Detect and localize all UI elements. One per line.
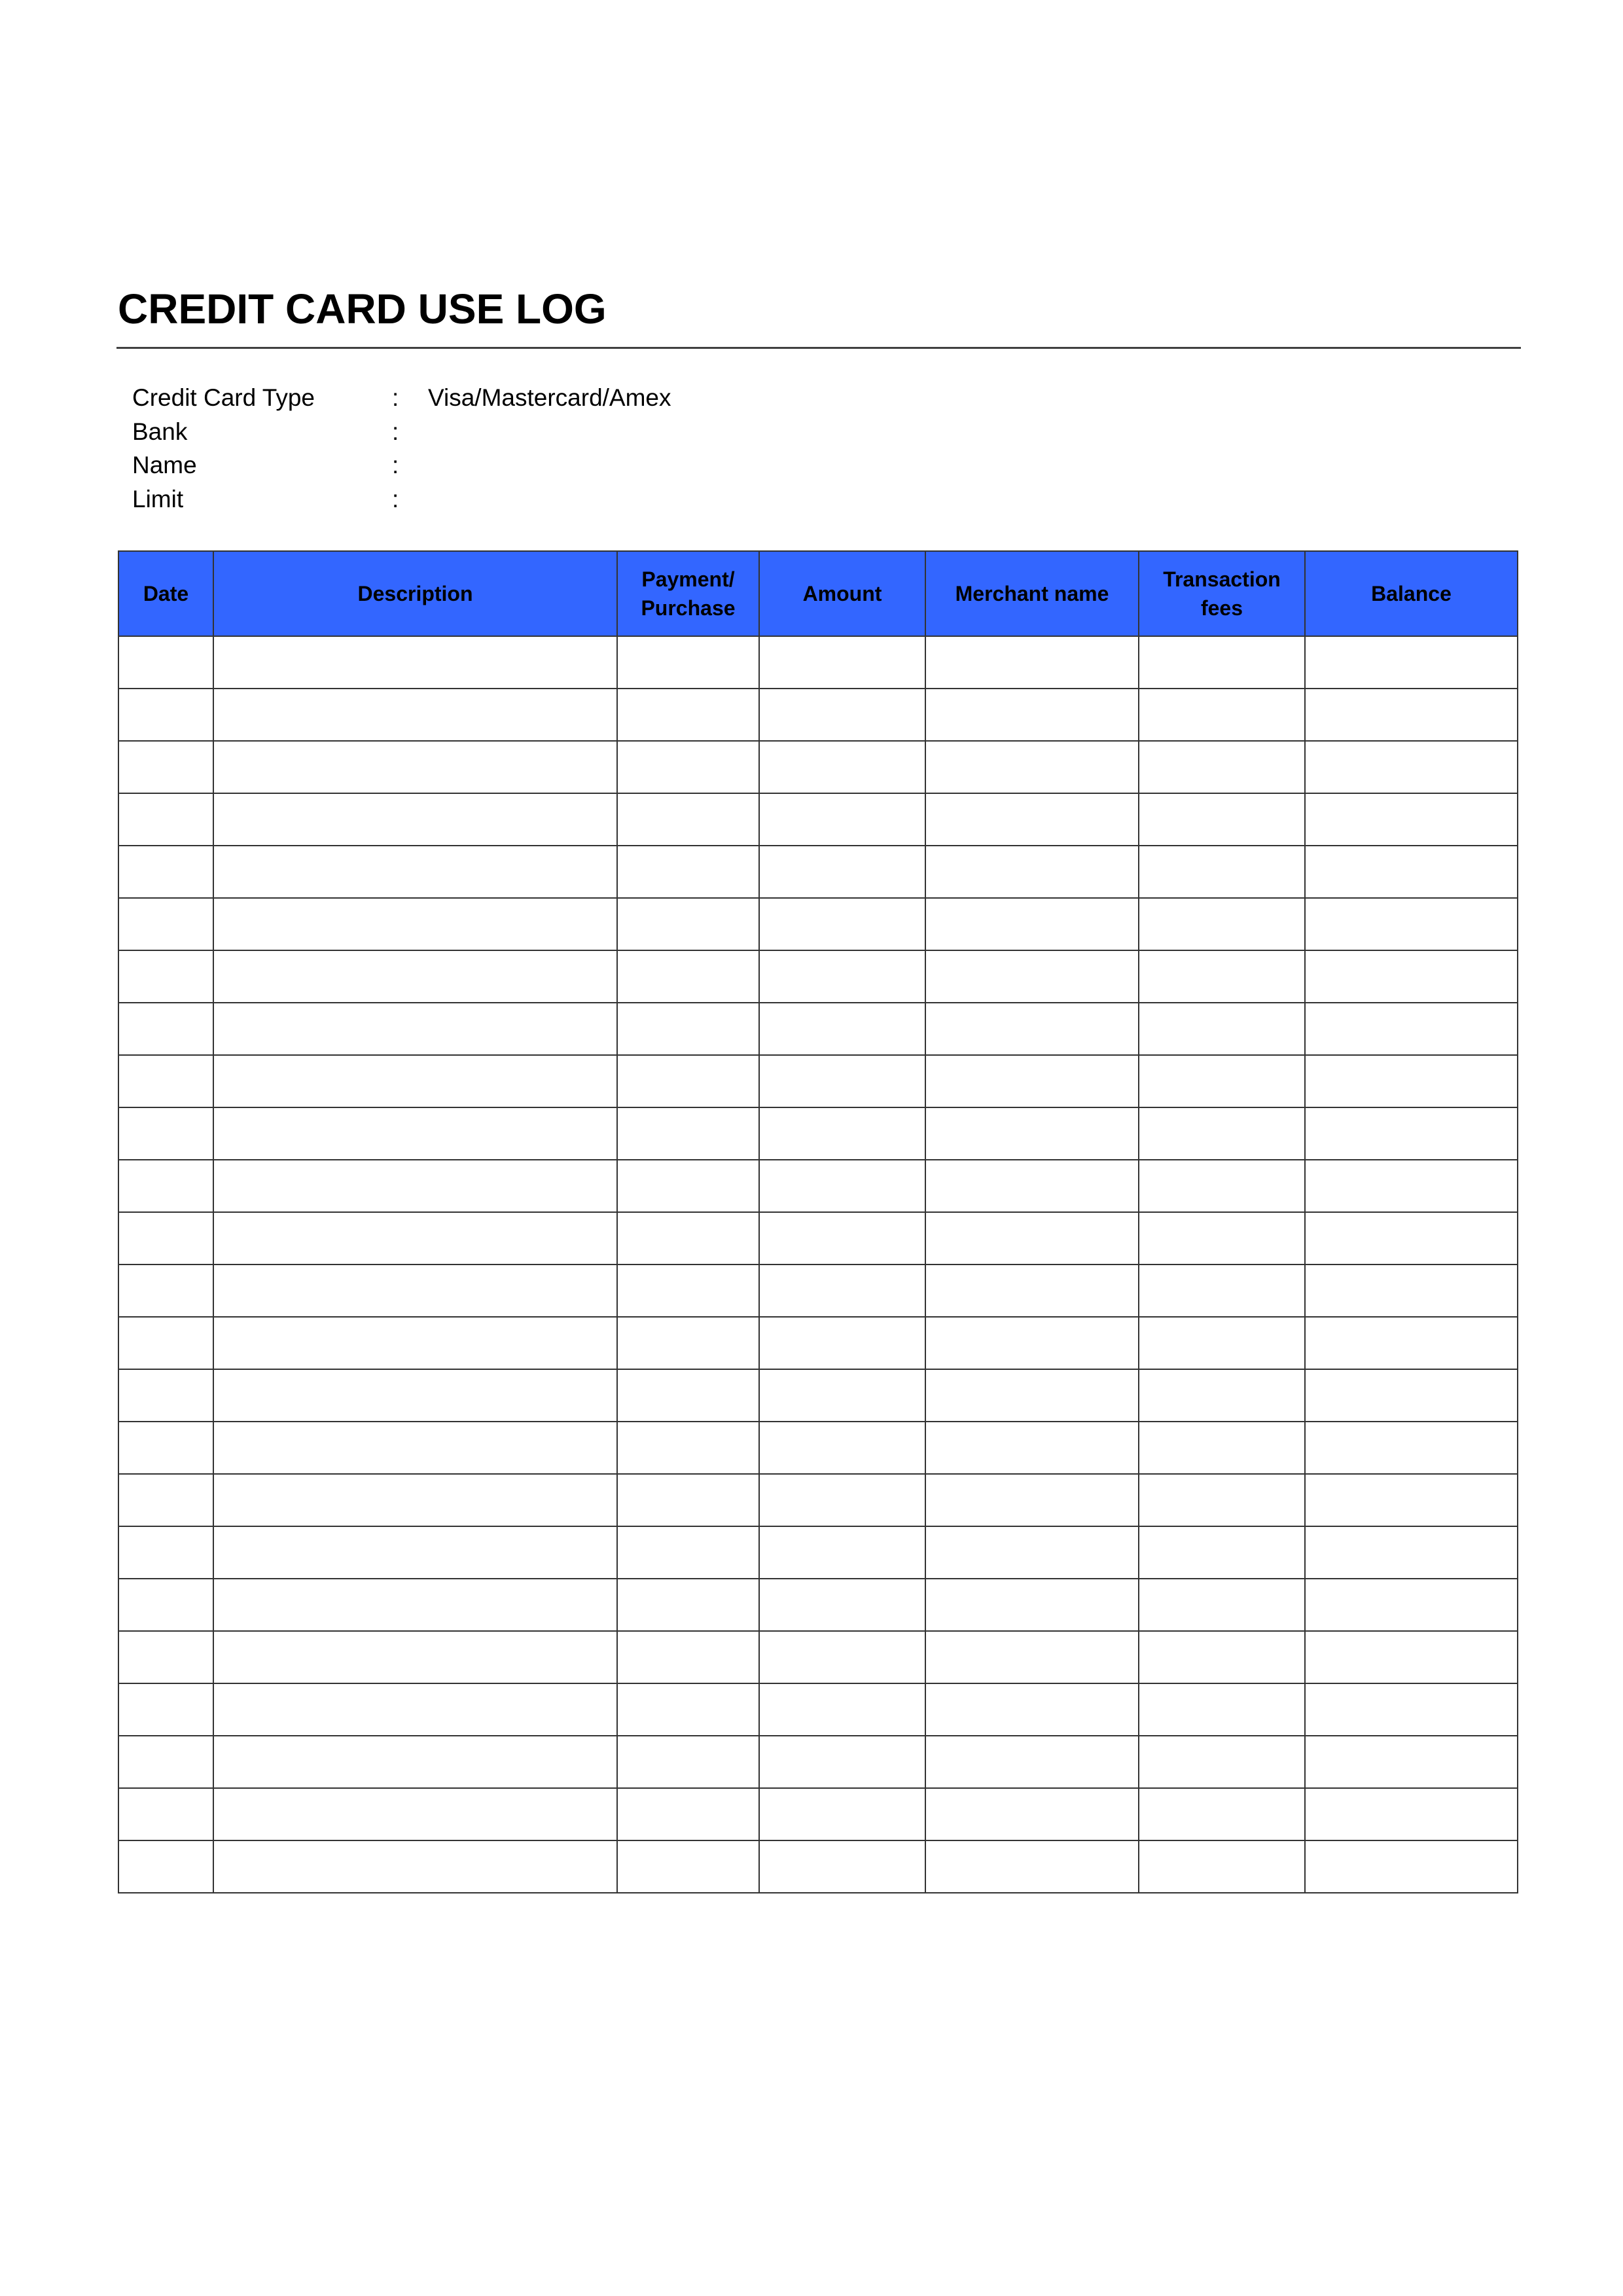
table-cell-balance[interactable] [1305, 1683, 1518, 1736]
table-cell-payment-purchase[interactable] [617, 950, 759, 1003]
card-type-value[interactable]: Visa/Mastercard/Amex [428, 384, 671, 411]
table-cell-description[interactable] [213, 1631, 617, 1683]
table-cell-amount[interactable] [759, 1003, 925, 1055]
table-cell-amount[interactable] [759, 1631, 925, 1683]
table-row [118, 793, 1518, 846]
table-cell-merchant-name[interactable] [925, 793, 1139, 846]
column-header-date: Date [118, 551, 213, 636]
table-cell-date[interactable] [118, 1160, 213, 1212]
table-cell-transaction-fees[interactable] [1139, 1526, 1305, 1579]
column-header-transaction-fees: Transaction fees [1139, 551, 1305, 636]
table-cell-transaction-fees[interactable] [1139, 1003, 1305, 1055]
table-cell-balance[interactable] [1305, 950, 1518, 1003]
table-cell-transaction-fees[interactable] [1139, 1579, 1305, 1631]
table-cell-date[interactable] [118, 846, 213, 898]
table-cell-amount[interactable] [759, 1579, 925, 1631]
column-header-description: Description [213, 551, 617, 636]
table-cell-transaction-fees[interactable] [1139, 793, 1305, 846]
table-cell-payment-purchase[interactable] [617, 1422, 759, 1474]
table-cell-amount[interactable] [759, 950, 925, 1003]
table-cell-description[interactable] [213, 1526, 617, 1579]
table-cell-transaction-fees[interactable] [1139, 689, 1305, 741]
table-cell-merchant-name[interactable] [925, 1369, 1139, 1422]
table-row [118, 1055, 1518, 1107]
table-cell-payment-purchase[interactable] [617, 1526, 759, 1579]
table-cell-transaction-fees[interactable] [1139, 636, 1305, 689]
table-cell-payment-purchase[interactable] [617, 1631, 759, 1683]
table-cell-transaction-fees[interactable] [1139, 1840, 1305, 1893]
table-row [118, 1474, 1518, 1526]
column-header-amount: Amount [759, 551, 925, 636]
table-cell-description[interactable] [213, 1003, 617, 1055]
table-cell-date[interactable] [118, 1683, 213, 1736]
table-cell-description[interactable] [213, 1055, 617, 1107]
table-cell-merchant-name[interactable] [925, 1422, 1139, 1474]
table-cell-description[interactable] [213, 1579, 617, 1631]
table-cell-payment-purchase[interactable] [617, 1736, 759, 1788]
table-cell-transaction-fees[interactable] [1139, 1317, 1305, 1369]
table-cell-date[interactable] [118, 1003, 213, 1055]
table-cell-balance[interactable] [1305, 846, 1518, 898]
table-cell-description[interactable] [213, 1422, 617, 1474]
table-cell-balance[interactable] [1305, 1422, 1518, 1474]
table-cell-amount[interactable] [759, 1736, 925, 1788]
column-header-balance: Balance [1305, 551, 1518, 636]
table-cell-date[interactable] [118, 689, 213, 741]
table-cell-merchant-name[interactable] [925, 1265, 1139, 1317]
table-cell-transaction-fees[interactable] [1139, 1683, 1305, 1736]
table-cell-payment-purchase[interactable] [617, 1840, 759, 1893]
table-cell-description[interactable] [213, 1369, 617, 1422]
table-cell-description[interactable] [213, 636, 617, 689]
table-cell-amount[interactable] [759, 1212, 925, 1265]
table-cell-payment-purchase[interactable] [617, 1317, 759, 1369]
table-cell-balance[interactable] [1305, 741, 1518, 793]
table-cell-payment-purchase[interactable] [617, 1212, 759, 1265]
table-cell-transaction-fees[interactable] [1139, 1055, 1305, 1107]
table-cell-description[interactable] [213, 898, 617, 950]
table-row [118, 1736, 1518, 1788]
table-cell-merchant-name[interactable] [925, 741, 1139, 793]
table-cell-balance[interactable] [1305, 1369, 1518, 1422]
table-cell-date[interactable] [118, 1265, 213, 1317]
table-cell-merchant-name[interactable] [925, 846, 1139, 898]
table-cell-amount[interactable] [759, 1474, 925, 1526]
table-cell-amount[interactable] [759, 1683, 925, 1736]
table-cell-description[interactable] [213, 793, 617, 846]
card-type-label: Credit Card Type [132, 384, 315, 411]
table-cell-date[interactable] [118, 1212, 213, 1265]
table-cell-amount[interactable] [759, 1840, 925, 1893]
table-cell-transaction-fees[interactable] [1139, 1736, 1305, 1788]
table-cell-transaction-fees[interactable] [1139, 846, 1305, 898]
table-row [118, 1683, 1518, 1736]
table-cell-balance[interactable] [1305, 689, 1518, 741]
table-cell-payment-purchase[interactable] [617, 793, 759, 846]
table-cell-merchant-name[interactable] [925, 1003, 1139, 1055]
table-cell-payment-purchase[interactable] [617, 689, 759, 741]
table-cell-amount[interactable] [759, 846, 925, 898]
table-cell-balance[interactable] [1305, 1788, 1518, 1840]
table-cell-merchant-name[interactable] [925, 1579, 1139, 1631]
table-cell-date[interactable] [118, 741, 213, 793]
table-cell-payment-purchase[interactable] [617, 1369, 759, 1422]
table-cell-transaction-fees[interactable] [1139, 950, 1305, 1003]
transaction-log-table [118, 550, 1518, 1893]
table-cell-balance[interactable] [1305, 1736, 1518, 1788]
table-cell-date[interactable] [118, 793, 213, 846]
table-cell-balance[interactable] [1305, 793, 1518, 846]
table-row [118, 1631, 1518, 1683]
table-cell-date[interactable] [118, 1422, 213, 1474]
table-cell-date[interactable] [118, 1579, 213, 1631]
table-cell-payment-purchase[interactable] [617, 1474, 759, 1526]
table-cell-description[interactable] [213, 1840, 617, 1893]
table-row [118, 1212, 1518, 1265]
bank-separator: : [392, 418, 399, 445]
title-divider [116, 347, 1521, 349]
table-body [118, 636, 1518, 1893]
table-cell-merchant-name[interactable] [925, 1107, 1139, 1160]
table-cell-transaction-fees[interactable] [1139, 1631, 1305, 1683]
table-cell-description[interactable] [213, 689, 617, 741]
table-cell-amount[interactable] [759, 636, 925, 689]
table-cell-description[interactable] [213, 741, 617, 793]
table-cell-balance[interactable] [1305, 1631, 1518, 1683]
table-row [118, 1317, 1518, 1369]
table-cell-payment-purchase[interactable] [617, 1107, 759, 1160]
table-cell-transaction-fees[interactable] [1139, 1107, 1305, 1160]
table-cell-description[interactable] [213, 1474, 617, 1526]
table-row [118, 741, 1518, 793]
table-cell-amount[interactable] [759, 1160, 925, 1212]
table-cell-amount[interactable] [759, 793, 925, 846]
table-cell-amount[interactable] [759, 689, 925, 741]
table-cell-description[interactable] [213, 1683, 617, 1736]
table-cell-payment-purchase[interactable] [617, 846, 759, 898]
table-cell-merchant-name[interactable] [925, 898, 1139, 950]
table-cell-balance[interactable] [1305, 1317, 1518, 1369]
table-cell-balance[interactable] [1305, 1212, 1518, 1265]
table-cell-balance[interactable] [1305, 1474, 1518, 1526]
table-cell-merchant-name[interactable] [925, 1055, 1139, 1107]
table-row [118, 1160, 1518, 1212]
table-cell-payment-purchase[interactable] [617, 1579, 759, 1631]
table-cell-amount[interactable] [759, 1317, 925, 1369]
column-header-merchant-name: Merchant name [925, 551, 1139, 636]
name-label: Name [132, 452, 197, 478]
table-cell-merchant-name[interactable] [925, 636, 1139, 689]
table-row [118, 1107, 1518, 1160]
table-cell-date[interactable] [118, 1369, 213, 1422]
name-separator: : [392, 452, 399, 478]
table-cell-date[interactable] [118, 898, 213, 950]
table-cell-merchant-name[interactable] [925, 1788, 1139, 1840]
table-row [118, 1840, 1518, 1893]
table-cell-merchant-name[interactable] [925, 689, 1139, 741]
table-cell-date[interactable] [118, 1107, 213, 1160]
table-cell-transaction-fees[interactable] [1139, 1212, 1305, 1265]
table-row [118, 846, 1518, 898]
table-cell-payment-purchase[interactable] [617, 1003, 759, 1055]
table-cell-transaction-fees[interactable] [1139, 1369, 1305, 1422]
table-cell-description[interactable] [213, 1160, 617, 1212]
table-cell-merchant-name[interactable] [925, 1317, 1139, 1369]
table-cell-payment-purchase[interactable] [617, 1788, 759, 1840]
table-cell-date[interactable] [118, 1788, 213, 1840]
table-cell-description[interactable] [213, 1212, 617, 1265]
table-cell-amount[interactable] [759, 898, 925, 950]
table-cell-date[interactable] [118, 1526, 213, 1579]
table-cell-amount[interactable] [759, 1422, 925, 1474]
table-cell-date[interactable] [118, 636, 213, 689]
table-cell-merchant-name[interactable] [925, 1160, 1139, 1212]
bank-label: Bank [132, 418, 188, 445]
table-cell-amount[interactable] [759, 741, 925, 793]
table-cell-payment-purchase[interactable] [617, 1160, 759, 1212]
table-cell-date[interactable] [118, 1317, 213, 1369]
table-cell-balance[interactable] [1305, 1107, 1518, 1160]
table-cell-merchant-name[interactable] [925, 1840, 1139, 1893]
table-cell-transaction-fees[interactable] [1139, 1160, 1305, 1212]
table-cell-merchant-name[interactable] [925, 1212, 1139, 1265]
table-cell-date[interactable] [118, 1474, 213, 1526]
table-row [118, 1265, 1518, 1317]
limit-label: Limit [132, 485, 184, 512]
table-cell-transaction-fees[interactable] [1139, 1788, 1305, 1840]
table-cell-payment-purchase[interactable] [617, 898, 759, 950]
table-cell-description[interactable] [213, 1317, 617, 1369]
table-header-row [118, 551, 1518, 636]
table-cell-date[interactable] [118, 1055, 213, 1107]
table-cell-amount[interactable] [759, 1788, 925, 1840]
card-type-separator: : [392, 384, 399, 411]
table-cell-merchant-name[interactable] [925, 950, 1139, 1003]
table-cell-payment-purchase[interactable] [617, 636, 759, 689]
table-cell-payment-purchase[interactable] [617, 741, 759, 793]
table-cell-amount[interactable] [759, 1055, 925, 1107]
table-cell-transaction-fees[interactable] [1139, 1422, 1305, 1474]
table-row [118, 636, 1518, 689]
table-cell-date[interactable] [118, 1631, 213, 1683]
table-cell-merchant-name[interactable] [925, 1526, 1139, 1579]
table-cell-date[interactable] [118, 950, 213, 1003]
table-cell-merchant-name[interactable] [925, 1631, 1139, 1683]
table-cell-transaction-fees[interactable] [1139, 898, 1305, 950]
page-title: CREDIT CARD USE LOG [118, 285, 607, 332]
table-row [118, 898, 1518, 950]
table-cell-date[interactable] [118, 1736, 213, 1788]
table-row [118, 689, 1518, 741]
table-cell-merchant-name[interactable] [925, 1736, 1139, 1788]
table-cell-merchant-name[interactable] [925, 1683, 1139, 1736]
table-cell-balance[interactable] [1305, 1840, 1518, 1893]
table-cell-balance[interactable] [1305, 1579, 1518, 1631]
table-cell-merchant-name[interactable] [925, 1474, 1139, 1526]
table-cell-balance[interactable] [1305, 1265, 1518, 1317]
table-cell-balance[interactable] [1305, 1055, 1518, 1107]
table-cell-balance[interactable] [1305, 1526, 1518, 1579]
table-cell-description[interactable] [213, 1107, 617, 1160]
table-cell-description[interactable] [213, 1265, 617, 1317]
table-cell-payment-purchase[interactable] [617, 1055, 759, 1107]
table-row [118, 1579, 1518, 1631]
table-cell-balance[interactable] [1305, 1160, 1518, 1212]
table-row [118, 1526, 1518, 1579]
table-cell-amount[interactable] [759, 1369, 925, 1422]
table-row [118, 1003, 1518, 1055]
limit-separator: : [392, 485, 399, 512]
table-cell-balance[interactable] [1305, 1003, 1518, 1055]
table-row [118, 950, 1518, 1003]
table-row [118, 1422, 1518, 1474]
table-cell-description[interactable] [213, 1788, 617, 1840]
table-cell-amount[interactable] [759, 1107, 925, 1160]
table-row [118, 1788, 1518, 1840]
table-cell-date[interactable] [118, 1840, 213, 1893]
table-cell-transaction-fees[interactable] [1139, 741, 1305, 793]
column-header-payment-purchase: Payment/ Purchase [617, 551, 759, 636]
table-cell-amount[interactable] [759, 1526, 925, 1579]
table-cell-payment-purchase[interactable] [617, 1265, 759, 1317]
table-row [118, 1369, 1518, 1422]
table-cell-description[interactable] [213, 1736, 617, 1788]
table-cell-amount[interactable] [759, 1265, 925, 1317]
table-cell-description[interactable] [213, 846, 617, 898]
table-cell-transaction-fees[interactable] [1139, 1474, 1305, 1526]
table-cell-payment-purchase[interactable] [617, 1683, 759, 1736]
table-cell-description[interactable] [213, 950, 617, 1003]
table-cell-balance[interactable] [1305, 898, 1518, 950]
table-cell-balance[interactable] [1305, 636, 1518, 689]
table-cell-transaction-fees[interactable] [1139, 1265, 1305, 1317]
